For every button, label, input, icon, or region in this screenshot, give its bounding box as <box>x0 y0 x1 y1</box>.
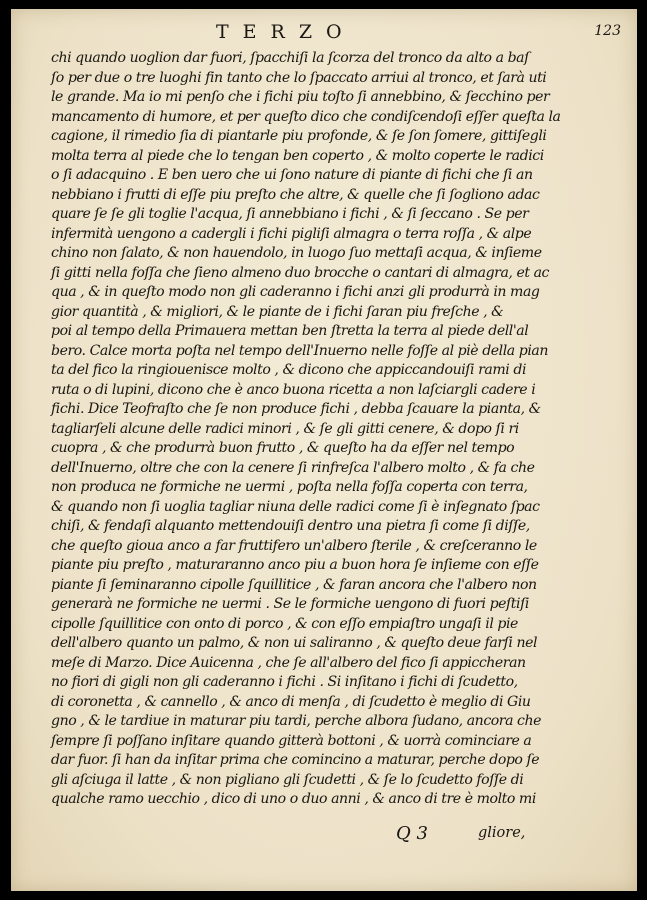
text-line: tagliarſeli alcune delle radici minori , & ſe gli gitti cenere, & dopo ſi ri <box>51 420 519 437</box>
text-line: fichi. Dice Teofraſto che ſe non produce fichi , debba ſcauare la pianta, & <box>51 401 541 417</box>
catchword: gliore, <box>478 825 526 841</box>
text-line: ta del fico la ringiouenisce molto , & dicono che appiccandouiſi rami di <box>51 362 527 378</box>
text-line: cipolle ſquillitice con onto di porco , & con eſſo empiaſtro ungaſi il pie <box>51 615 518 632</box>
page-number: 123 <box>594 23 621 39</box>
text-line: di coronetta , & cannello , & anco di menſa , di ſcudetto è meglio di Giu <box>51 693 531 710</box>
running-head <box>11 21 637 51</box>
text-line: non produca ne formiche ne uermi , poſta nella foſſa coperta con terra, <box>51 479 528 495</box>
text-line: generarà ne formiche ne uermi . Se le formiche uengono di fuori peſtiſi <box>51 596 529 612</box>
text-line: gno , & le tardiue in maturar piu tardi, perche albora ſudano, ancora che <box>51 713 542 729</box>
text-line: che queſto gioua anco a far fruttifero un'albero ſterile , & creſceranno le <box>51 537 537 554</box>
text-line: ſempre ſi poſſano inſitare quando gitterà bottoni , & uorrà cominciare a <box>51 732 532 749</box>
text-line: piante piu preſto , maturaranno anco piu a buon hora ſe inſieme con eſſe <box>51 557 539 573</box>
text-line: nebbiano i frutti di eſſe piu preſto che altre, & quelle che ſi ſogliono adac <box>51 186 540 203</box>
text-line: ruta o di lupini, dicono che è anco buona ricetta a non laſciargli cadere i <box>51 381 536 398</box>
text-line: piante ſi ſeminaranno cipolle ſquillitice , & faran ancora che l'albero non <box>51 576 537 593</box>
page-title: TERZO <box>216 21 356 43</box>
text-line: & quando non ſi uoglia tagliar niuna delle radici come ſi è inſegnato ſpac <box>51 498 540 515</box>
text-line: chi quando uoglion dar fuori, ſpacchiſi la ſcorza del tronco da alto a baſ <box>51 50 529 66</box>
text-line: infermità uengono a cadergli i fichi pigliſi almagra o terra roſſa , & alpe <box>51 225 532 242</box>
text-line: ſi gitti nella foſſa che ſieno almeno duo brocche o cantari di almagra, et ac <box>51 264 549 281</box>
body-text <box>51 49 561 810</box>
text-line: mancamento di humore, et per queſto dico che condiſcendoſi eſſer queſta la <box>51 108 561 125</box>
book-page <box>11 9 637 891</box>
text-line: bero. Calce morta poſta nel tempo dell'Inuerno nelle foſſe al piè della pian <box>51 342 548 359</box>
text-line: dar fuor. ſi han da inſitar prima che comincino a maturar, perche dopo ſe <box>51 752 540 768</box>
text-line: chino non ſalato, & non hauendolo, in luogo ſuo mettaſi acqua, & inſieme <box>51 245 542 261</box>
signature-mark: Q 3 <box>396 823 428 844</box>
text-line: gior quantità , & migliori, & le piante de i fichi ſaran piu freſche , & <box>51 303 504 320</box>
text-line: dell'Inuerno, oltre che con la cenere ſi rinfreſca l'albero molto , & fa che <box>51 459 535 476</box>
text-line: qualche ramo uecchio , dico di uno o duo anni , & anco di tre è molto mi <box>51 791 536 807</box>
text-line: qua , & in queſto modo non gli caderanno i fichi anzi gli produrrà in mag <box>51 284 540 300</box>
text-line: cagione, il rimedio ſia di piantarle piu profonde, & ſe ſon ſomere, gittiſegli <box>51 128 547 144</box>
text-line: ſo per due o tre luoghi fin tanto che lo ſpaccato arriui al tronco, et ſarà uti <box>51 69 547 86</box>
text-line: o ſi adacquino . E ben uero che ui ſono nature di piante di fichi che ſi an <box>51 167 533 183</box>
text-line: chiſi, & fendaſi alquanto mettendouiſi dentro una pietra ſi come ſi diſſe, <box>51 518 530 534</box>
text-line: cuopra , & che produrrà buon frutto , & queſto ha da eſſer nel tempo <box>51 440 515 456</box>
text-line: le grande. Ma io mi penſo che i fichi piu toſto ſi annebbino, & ſecchino per <box>51 89 550 105</box>
text-line: dell'albero quanto un palmo, & non ui saliranno , & queſto deue farſi nel <box>51 635 538 651</box>
text-line: no fiori di gigli non gli caderanno i fichi . Si inſitano i fichi di ſcudetto, <box>51 674 518 690</box>
text-line: gli aſciuga il latte , & non pigliano gli ſcudetti , & ſe lo ſcudetto foſſe di <box>51 771 524 788</box>
text-line: quare ſe ſe gli toglie l'acqua, ſi annebbiano i fichi , & ſi ſeccano . Se per <box>51 206 529 222</box>
text-line: meſe di Marzo. Dice Auicenna , che ſe all'albero del fico ſi appiccheran <box>51 654 526 671</box>
text-line: molta terra al piede che lo tengan ben coperto , & molto coperte le radici <box>51 147 544 164</box>
text-line: poi al tempo della Primauera mettan ben ſtretta la terra al piede dell'al <box>51 323 529 339</box>
page-footer <box>11 823 637 847</box>
